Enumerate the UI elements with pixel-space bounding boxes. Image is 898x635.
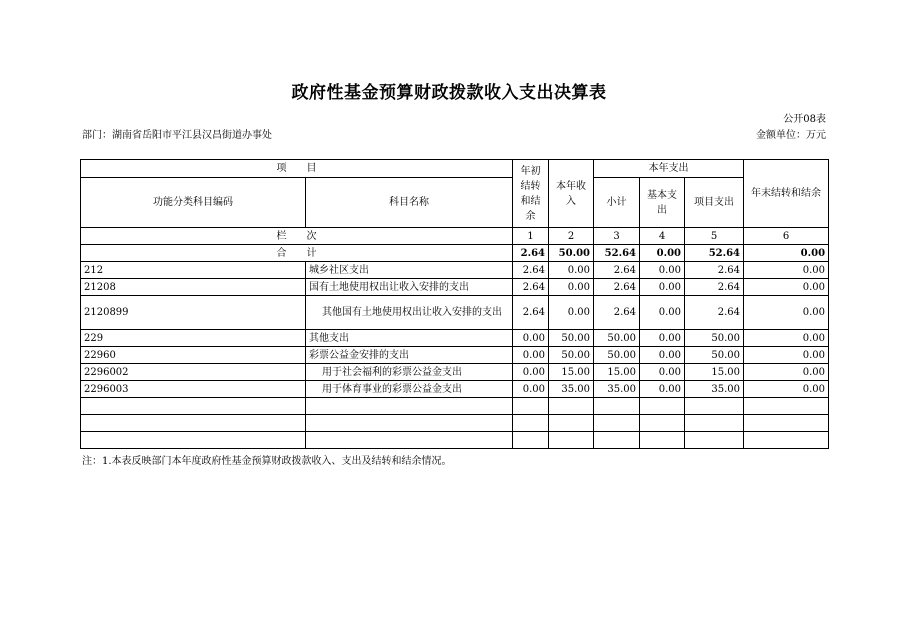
row-code: 2296002 [81,364,306,381]
row-value: 15.00 [594,364,640,381]
row-value: 35.00 [594,381,640,398]
row-name: 城乡社区支出 [306,262,513,279]
total-value: 52.64 [685,245,744,262]
header-annual-expense: 本年支出 [594,160,744,178]
form-code: 公开08表 [783,114,826,125]
row-code: 2120899 [81,296,306,330]
row-value: 0.00 [549,296,594,330]
total-value: 50.00 [549,245,594,262]
row-value: 0.00 [744,279,829,296]
row-value: 2.64 [594,279,640,296]
row-value: 2.64 [685,279,744,296]
table-row [81,262,829,279]
column-number-row [81,228,829,245]
column-number: 5 [685,228,744,245]
column-number: 4 [640,228,685,245]
header-subtotal: 小计 [594,178,640,228]
table-row [81,364,829,381]
column-number: 3 [594,228,640,245]
empty-row [81,432,829,449]
empty-row [81,415,829,432]
row-code: 22960 [81,347,306,364]
header-closing-balance: 年末结转和结余 [744,160,829,228]
header-subject-name: 科目名称 [306,178,513,228]
row-value: 0.00 [549,262,594,279]
row-value: 0.00 [640,296,685,330]
row-code: 212 [81,262,306,279]
row-name: 其他支出 [306,330,513,347]
header-project-expense: 项目支出 [685,178,744,228]
row-value: 0.00 [640,330,685,347]
total-value: 2.64 [513,245,549,262]
row-name: 用于体育事业的彩票公益金支出 [306,381,513,398]
row-value: 0.00 [640,347,685,364]
fund-budget-table [80,159,829,449]
department-label: 部门：湖南省岳阳市平江县汉昌街道办事处 [82,130,272,141]
row-name: 其他国有土地使用权出让收入安排的支出 [306,296,513,330]
row-value: 50.00 [549,347,594,364]
row-value: 0.00 [744,262,829,279]
row-value: 2.64 [513,262,549,279]
table-row [81,296,829,330]
row-value: 2.64 [513,296,549,330]
row-value: 0.00 [549,279,594,296]
row-code: 229 [81,330,306,347]
row-value: 2.64 [685,296,744,330]
table-row [81,347,829,364]
header-opening-balance: 年初结转和结余 [513,160,549,228]
row-name: 国有土地使用权出让收入安排的支出 [306,279,513,296]
row-value: 0.00 [640,262,685,279]
table-row [81,381,829,398]
row-value: 50.00 [594,347,640,364]
report-title: 政府性基金预算财政拨款收入支出决算表 [291,83,607,103]
row-value: 0.00 [513,330,549,347]
row-value: 35.00 [685,381,744,398]
footnote: 注：1.本表反映部门本年度政府性基金预算财政拨款收入、支出及结转和结余情况。 [82,456,452,467]
row-value: 2.64 [594,262,640,279]
row-value: 50.00 [685,330,744,347]
row-value: 0.00 [640,364,685,381]
table-row [81,279,829,296]
row-value: 2.64 [513,279,549,296]
column-number-label: 栏 次 [81,228,513,245]
row-value: 0.00 [744,296,829,330]
row-value: 0.00 [640,381,685,398]
row-code: 21208 [81,279,306,296]
header-item: 项 目 [81,160,513,178]
row-value: 35.00 [549,381,594,398]
row-value: 0.00 [513,381,549,398]
total-value: 52.64 [594,245,640,262]
row-name: 彩票公益金安排的支出 [306,347,513,364]
table-row [81,330,829,347]
row-value: 0.00 [513,364,549,381]
row-value: 50.00 [685,347,744,364]
row-value: 0.00 [744,381,829,398]
row-value: 0.00 [640,279,685,296]
row-value: 50.00 [594,330,640,347]
column-number: 6 [744,228,829,245]
total-row [81,245,829,262]
row-value: 0.00 [744,330,829,347]
row-code: 2296003 [81,381,306,398]
total-label: 合 计 [81,245,513,262]
row-name: 用于社会福利的彩票公益金支出 [306,364,513,381]
row-value: 2.64 [594,296,640,330]
column-number: 2 [549,228,594,245]
row-value: 50.00 [549,330,594,347]
header-function-code: 功能分类科目编码 [81,178,306,228]
total-value: 0.00 [640,245,685,262]
amount-unit-label: 金额单位：万元 [756,130,826,141]
row-value: 0.00 [744,347,829,364]
row-value: 15.00 [549,364,594,381]
header-basic-expense: 基本支出 [640,178,685,228]
row-value: 0.00 [513,347,549,364]
header-annual-income: 本年收入 [549,160,594,228]
row-value: 2.64 [685,262,744,279]
row-value: 15.00 [685,364,744,381]
row-value: 0.00 [744,364,829,381]
column-number: 1 [513,228,549,245]
total-value: 0.00 [744,245,829,262]
empty-row [81,398,829,415]
